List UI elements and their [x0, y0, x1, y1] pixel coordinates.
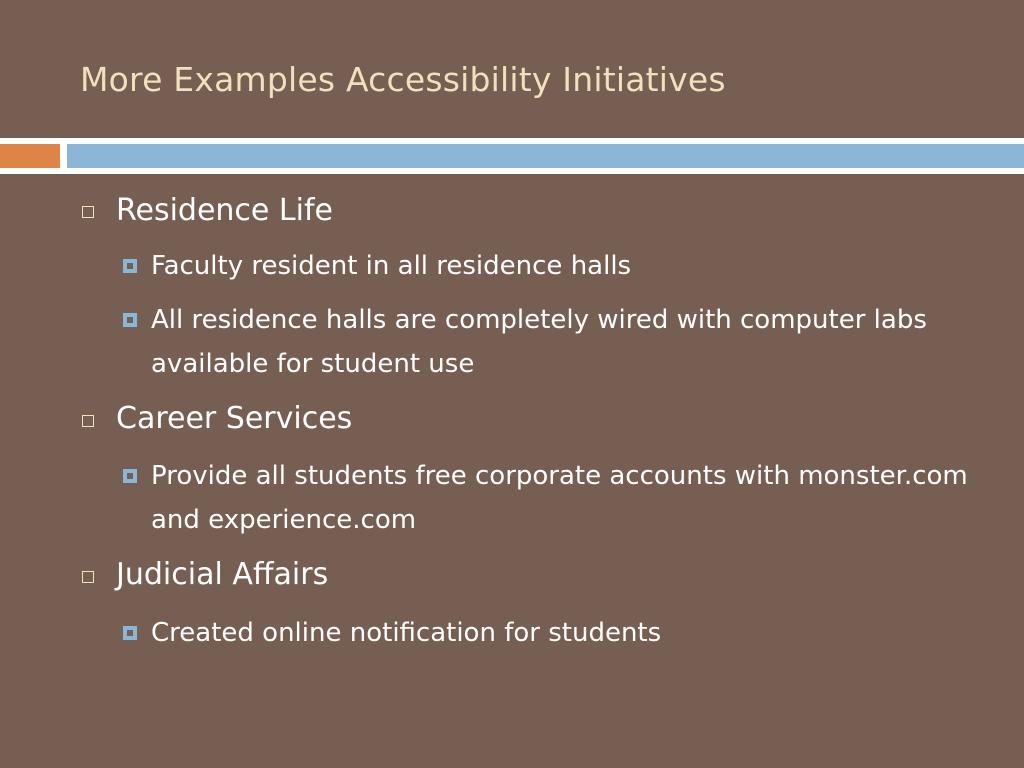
bullet-item-wired-halls: All residence halls are completely wired with computer labs available for student use — [151, 305, 927, 379]
hollow-square-icon — [82, 206, 94, 218]
section-heading-career-services: Career Services — [116, 401, 353, 436]
section-heading-judicial-affairs: Judicial Affairs — [116, 557, 329, 592]
bullet-item-faculty-resident: Faculty resident in all residence halls — [151, 251, 632, 281]
filled-square-bullet-icon — [123, 313, 137, 327]
filled-square-bullet-icon — [123, 259, 137, 273]
bullet-item-online-notification: Created online notification for students — [151, 618, 662, 648]
hollow-square-icon — [82, 571, 94, 583]
slide-title: More Examples Accessibility Initiatives — [80, 60, 726, 99]
bullet-item-corporate-accounts: Provide all students free corporate accounts with monster.com and experience.com — [151, 461, 968, 535]
filled-square-bullet-icon — [123, 469, 137, 483]
section-heading-residence-life: Residence Life — [116, 193, 333, 228]
hollow-square-icon — [82, 415, 94, 427]
filled-square-bullet-icon — [123, 626, 137, 640]
